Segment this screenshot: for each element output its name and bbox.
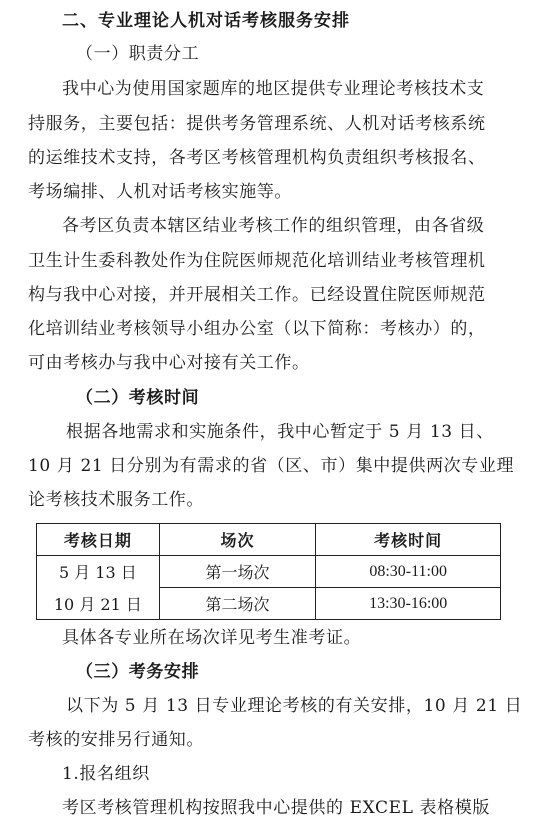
paragraph-line: 考区考核管理机构按照我中心提供的 EXCEL 表格模版 [62,798,490,818]
item-heading-registration: 1.报名组织 [62,764,150,784]
table-row [37,556,501,588]
cell-time: 08:30-11:00 [316,556,501,588]
paragraph-line: 论考核技术服务工作。 [28,490,204,510]
cell-date: 5 月 13 日 [37,556,160,588]
subheading-duties: （一）职责分工 [76,44,200,64]
paragraph-line: 构与我中心对接，并开展相关工作。已经设置住院医师规范 [28,285,486,305]
paragraph-line: 10 月 21 日分别为有需求的省（区、市）集中提供两次专业理 [28,456,515,476]
paragraph-line: 各考区负责本辖区结业考核工作的组织管理，由各省级 [62,216,485,236]
cell-session: 第一场次 [159,556,316,588]
paragraph-line: 根据各地需求和实施条件，我中心暂定于 5 月 13 日、 [66,422,494,442]
paragraph-line: 考场编排、人机对话考核实施等。 [28,182,292,202]
subheading-exam-arrangement: （三）考务安排 [76,662,200,682]
paragraph-line: 可由考核办与我中心对接有关工作。 [28,353,310,373]
table-header-row [37,524,501,556]
column-header-session: 场次 [159,524,316,556]
cell-time: 13:30-16:00 [316,588,501,620]
cell-date: 10 月 21 日 [37,588,160,620]
paragraph-line: 我中心为使用国家题库的地区提供专业理论考核技术支 [62,79,485,99]
paragraph-line: 以下为 5 月 13 日专业理论考核的有关安排，10 月 21 日 [66,696,523,716]
column-header-time: 考核时间 [316,524,501,556]
section-heading: 二、专业理论人机对话考核服务安排 [62,11,350,31]
column-header-date: 考核日期 [37,524,160,556]
paragraph-line: 考核的安排另行通知。 [28,730,204,750]
paragraph-line: 的运维技术支持，各考区考核管理机构负责组织考核报名、 [28,148,486,168]
paragraph-line: 化培训结业考核领导小组办公室（以下简称：考核办）的， [28,319,486,339]
subheading-exam-time: （二）考核时间 [76,388,200,408]
paragraph-line: 持服务，主要包括：提供考务管理系统、人机对话考核系统 [28,114,486,134]
table-row [37,588,501,620]
exam-schedule-table [36,523,501,620]
cell-session: 第二场次 [159,588,316,620]
note-line: 具体各专业所在场次详见考生准考证。 [62,628,362,648]
paragraph-line: 卫生计生委科教处作为住院医师规范化培训结业考核管理机 [28,251,486,271]
